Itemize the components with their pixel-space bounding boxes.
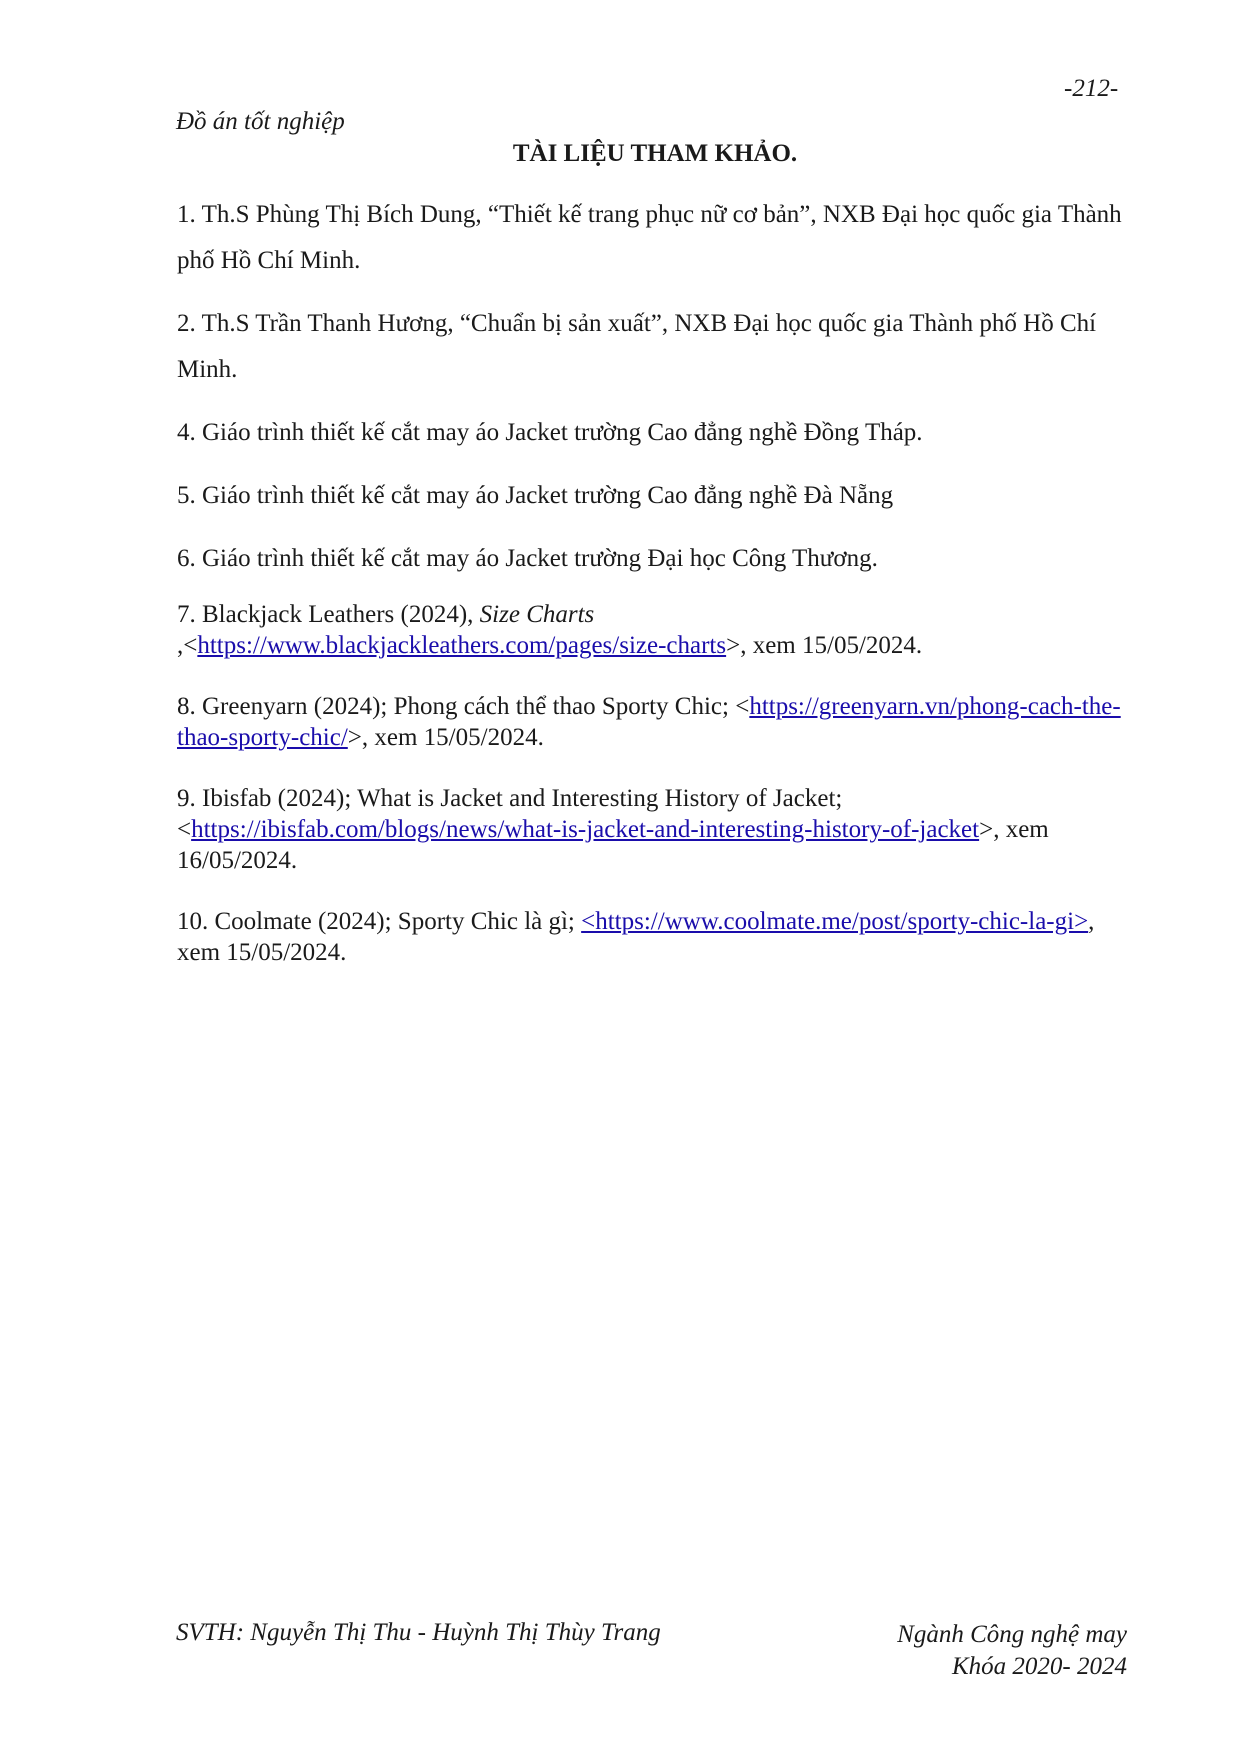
reference-text: , xem 15/05/2024. — [177, 908, 1095, 966]
reference-item — [177, 906, 1127, 968]
reference-number: 6. — [177, 545, 196, 572]
reference-item — [177, 473, 1127, 519]
reference-text: >, xem 16/05/2024. — [177, 816, 1049, 874]
reference-text: Giáo trình thiết kế cắt may áo Jacket trường Cao đẳng nghề Đà Nẵng — [202, 482, 894, 509]
reference-link[interactable]: https://greenyarn.vn/phong-cach-the-thao-sporty-chic/ — [177, 693, 1121, 751]
section-title: TÀI LIỆU THAM KHẢO. — [512, 140, 798, 167]
reference-item — [177, 410, 1127, 456]
header-title: Đồ án tốt nghiệp — [176, 108, 345, 135]
reference-item — [177, 599, 1127, 661]
reference-text: >, xem 15/05/2024. — [347, 724, 544, 751]
reference-title: Size Charts — [479, 601, 595, 628]
reference-text: Blackjack Leathers (2024), — [202, 601, 480, 628]
footer-major: Ngành Công nghệ may — [897, 1621, 1127, 1648]
footer-course: Khóa 2020- 2024 — [952, 1653, 1127, 1680]
reference-link[interactable]: https://www.blackjackleathers.com/pages/size-charts — [197, 632, 727, 659]
reference-text: Coolmate (2024); Sporty Chic là gì; — [214, 908, 582, 935]
reference-item — [177, 691, 1127, 753]
reference-text: Greenyarn (2024); Phong cách thể thao Sporty Chic; < — [202, 693, 750, 720]
reference-list — [177, 192, 1127, 998]
page-number: -212- — [1064, 75, 1119, 102]
reference-text: ,< — [177, 632, 198, 659]
footer-authors: SVTH: Nguyễn Thị Thu - Huỳnh Thị Thùy Trang — [176, 1619, 661, 1646]
reference-number: 7. — [177, 601, 196, 628]
reference-text: >, xem 15/05/2024. — [726, 632, 923, 659]
reference-link[interactable]: https://ibisfab.com/blogs/news/what-is-jacket-and-interesting-history-of-jacket — [191, 816, 980, 843]
reference-item — [177, 301, 1127, 393]
reference-text: Giáo trình thiết kế cắt may áo Jacket trường Cao đẳng nghề Đồng Tháp. — [202, 419, 923, 446]
reference-link[interactable]: <https://www.coolmate.me/post/sporty-chic-la-gi> — [581, 908, 1089, 935]
reference-text: Ibisfab (2024); What is Jacket and Interesting History of Jacket; < — [177, 785, 843, 843]
reference-item — [177, 536, 1127, 582]
reference-number: 4. — [177, 419, 196, 446]
reference-number: 5. — [177, 482, 196, 509]
reference-number: 8. — [177, 693, 196, 720]
reference-text: Th.S Trần Thanh Hương, “Chuẩn bị sản xuất”, NXB Đại học quốc gia Thành phố Hồ Chí Minh. — [177, 310, 1097, 383]
reference-number: 1. — [177, 201, 196, 228]
footer-info — [897, 1619, 1127, 1683]
reference-item — [177, 783, 1127, 876]
reference-item — [177, 192, 1127, 284]
reference-number: 9. — [177, 785, 196, 812]
reference-text: Th.S Phùng Thị Bích Dung, “Thiết kế trang phục nữ cơ bản”, NXB Đại học quốc gia Thành phố Hồ Chí Minh. — [177, 201, 1122, 274]
reference-number: 2. — [177, 310, 196, 337]
reference-number: 10. — [177, 908, 209, 935]
reference-text: Giáo trình thiết kế cắt may áo Jacket trường Đại học Công Thương. — [202, 545, 878, 572]
